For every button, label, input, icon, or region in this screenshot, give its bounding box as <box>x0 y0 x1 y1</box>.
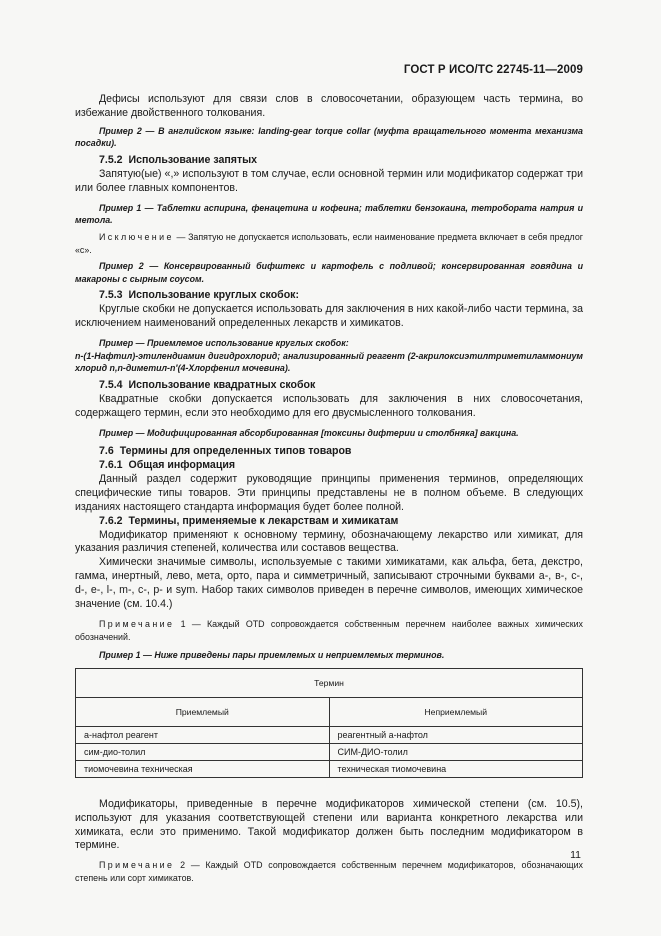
table-row <box>76 726 583 743</box>
note-label: Примечание <box>99 618 175 629</box>
table-cell-acceptable: а-нафтол реагент <box>76 726 330 743</box>
heading-7-6-1 <box>75 459 583 473</box>
table-cell-acceptable: тиомочевина техническая <box>76 760 330 777</box>
heading-7-5-3 <box>75 289 583 303</box>
table-header-term: Термин <box>76 668 583 697</box>
note-label: Примечание <box>99 860 175 871</box>
note-2 <box>75 859 583 884</box>
paragraph-round-brackets: Круглые скобки не допускается использовать для заключения в них какой-либо части термина, за исключением наименований определенных лекарств и химикатов. <box>75 303 583 330</box>
example-term-pairs: Пример 1 — Ниже приведены пары приемлемых и неприемлемых терминов. <box>99 650 445 661</box>
table-cell-acceptable: сим-дио-толил <box>76 743 330 760</box>
heading-title: Использование круглых скобок: <box>128 289 300 302</box>
heading-title: Термины, применяемые к лекарствам и химикатам <box>128 514 399 527</box>
heading-number: 7.6.2 <box>99 514 123 527</box>
heading-7-5-4 <box>75 379 583 393</box>
paragraph-degree-modifiers: Модификаторы, приведенные в перечне модификаторов химической степени (см. 10.5), используют для указания соответствующей степени или варианта конкретного лекарства или химиката, если это применимо. Такой модификатор должен быть последним модификатором в термине. <box>75 797 583 852</box>
note-1 <box>75 618 583 643</box>
heading-7-5-2 <box>75 154 583 168</box>
page-content <box>75 93 583 885</box>
heading-7-6-2 <box>75 515 583 529</box>
heading-title: Общая информация <box>128 459 236 471</box>
table-cell-unacceptable: реагентный а-нафтол <box>329 726 583 743</box>
example-round-brackets-text: n-(1-Нафтил)-этилендиамин дигидрохлорид; анализированный реагент (2-акрилоксиэтилтриметиламмониум хлорид n,n-диметил-n′(4-Хлорфенил мочевина). <box>75 350 583 374</box>
example-round-brackets-title: Пример — Приемлемое использование круглых скобок: <box>99 338 349 348</box>
paragraph-commas: Запятую(ые) «,» используют в том случае, если основной термин или модификатор содержат три или более главных компонентов. <box>75 167 583 194</box>
paragraph-general-info: Данный раздел содержит руководящие принципы применения терминов, определяющих специфические типы товаров. Эти принципы представлены не в полном объеме. В следующих изданиях настоящего стандарта информация будет более полной. <box>75 472 583 513</box>
table-cell-unacceptable: техническая тиомочевина <box>329 760 583 777</box>
paragraph-chemical-symbols: Химически значимые символы, используемые с такими химикатами, как альфа, бета, декстро, гамма, инертный, лево, мета, орто, пара и симметричный, записывают строчными буквами а-, в-, с-, d-, е-, l-, m-, с-, р- и sym. Набор таких символов приведен в перечне символов, имеющих химическое значение (см. 10.4.) <box>75 556 583 611</box>
example-commas-1: Пример 1 — Таблетки аспирина, фенацетина и кофеина; таблетки бензокаина, тетробората натрия и метола. <box>75 202 583 226</box>
heading-number: 7.6.1 <box>99 459 123 471</box>
heading-number: 7.5.2 <box>99 154 123 166</box>
table-row <box>76 743 583 760</box>
paragraph-drug-modifier: Модификатор применяют к основному термину, обозначающему лекарство или химикат, для указания различия степеней, количества или составов вещества. <box>75 528 583 555</box>
page-number: 11 <box>570 849 581 861</box>
example-commas-2: Пример 2 — Консервированный бифштекс и картофель с подливой; консервированная говядина и макароны с сырным соусом. <box>75 261 583 284</box>
example-square-brackets: Пример — Модифицированная абсорбированная [токсины дифтерии и столбняка] вакцина. <box>99 427 519 438</box>
heading-title: Использование квадратных скобок <box>128 378 316 391</box>
column-header-unacceptable: Неприемлемый <box>329 697 583 726</box>
note-text: 1 — Каждый OTD сопровождается собственным перечнем наиболее важных химических обозначений. <box>75 618 583 642</box>
note-text: 2 — Каждый OTD сопровождается собственным перечнем модификаторов, обозначающих степень или сорт химикатов. <box>75 860 583 883</box>
example-hyphen-english: Пример 2 — В английском языке: landing-gear torque collar (муфта вращательного момента механизма посадки). <box>75 125 583 149</box>
heading-number: 7.6 <box>99 445 114 458</box>
table-cell-unacceptable: СИМ-ДИО-толил <box>329 743 583 760</box>
column-header-acceptable: Приемлемый <box>76 697 330 726</box>
paragraph-square-brackets: Квадратные скобки допускается использовать для заключения в них словосочетания, содержащего термин, если это необходимо для его двусмысленного толкования. <box>75 392 583 419</box>
exception-note <box>75 231 583 256</box>
table-row <box>76 760 583 777</box>
heading-7-6 <box>75 445 583 459</box>
exception-label: Исключение <box>99 231 174 242</box>
heading-title: Использование запятых <box>128 154 258 166</box>
exception-text: — Запятую не допускается использовать, если наименование предмета включает в себя предлог «с». <box>75 231 583 255</box>
heading-title: Термины для определенных типов товаров <box>119 445 352 458</box>
terms-table <box>75 668 583 778</box>
paragraph-hyphens: Дефисы используют для связи слов в словосочетании, образующем часть термина, во избежание двойственного толкования. <box>75 93 583 119</box>
heading-number: 7.5.3 <box>99 289 123 302</box>
heading-number: 7.5.4 <box>99 378 123 391</box>
document-header: ГОСТ Р ИСО/ТС 22745-11—2009 <box>403 64 583 76</box>
